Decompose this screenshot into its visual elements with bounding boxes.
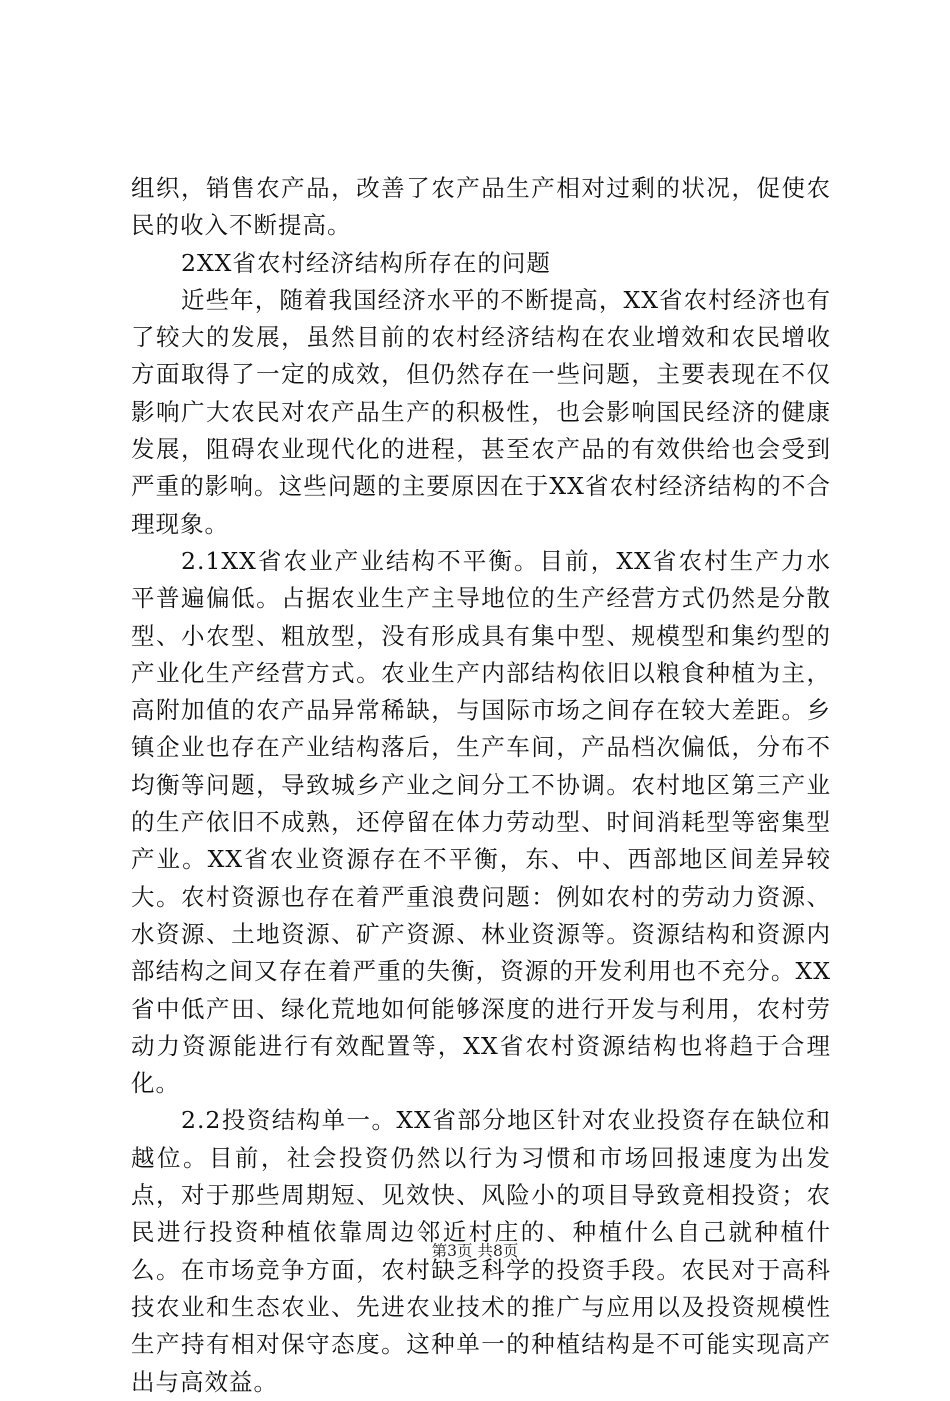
paragraph-section-2-1: 2.1XX省农业产业结构不平衡。目前，XX省农村生产力水平普遍偏低。占据农业生产主导地位的生产经营方式仍然是分散型、小农型、粗放型，没有形成具有集中型、规模型和集约型的产业化生产经营方式。农业生产内部结构依旧以粮食种植为主，高附加值的农产品异常稀缺，与国际市场之间存在较大差距。乡镇企业也存在产业结构落后，生产车间，产品档次偏低，分布不均衡等问题，导致城乡产业之间分工不协调。农村地区第三产业的生产依旧不成熟，还停留在体力劳动型、时间消耗型等密集型产业。XX省农业资源存在不平衡，东、中、西部地区间差异较大。农村资源也存在着严重浪费问题：例如农村的劳动力资源、水资源、土地资源、矿产资源、林业资源等。资源结构和资源内部结构之间又存在着严重的失衡，资源的开发利用也不充分。XX省中低产田、绿化荒地如何能够深度的进行开发与利用，农村劳动力资源能进行有效配置等，XX省农村资源结构也将趋于合理化。 (131, 546, 831, 1098)
paragraph-intro: 近些年，随着我国经济水平的不断提高，XX省农村经济也有了较大的发展，虽然目前的农村经济结构在农业增效和农民增收方面取得了一定的成效，但仍然存在一些问题，主要表现在不仅影响广大农民对农产品生产的积极性，也会影响国民经济的健康发展，阻碍农业现代化的进程，甚至农产品的有效供给也会受到严重的影响。这些问题的主要原因在于XX省农村经济结构的不合理现象。 (131, 285, 831, 538)
page-footer: 第3页 共8页 (431, 1242, 519, 1260)
document-body (131, 170, 831, 1401)
section-heading: 2XX省农村经济结构所存在的问题 (181, 248, 551, 277)
paragraph-section-2-2: 2.2投资结构单一。XX省部分地区针对农业投资存在缺位和越位。目前，社会投资仍然以行为习惯和市场回报速度为出发点，对于那些周期短、见效快、风险小的项目导致竟相投资；农民进行投资种植依靠周边邻近村庄的、种植什么自己就种植什么。在市场竞争方面，农村缺乏科学的投资手段。农民对于高科技农业和生态农业、先进农业技术的推广与应用以及投资规模性生产持有相对保守态度。这种单一的种植结构是不可能实现高产出与高效益。 (131, 1106, 831, 1396)
paragraph-continuation: 组织，销售农产品，改善了农产品生产相对过剩的状况，促使农民的收入不断提高。 (131, 174, 831, 240)
